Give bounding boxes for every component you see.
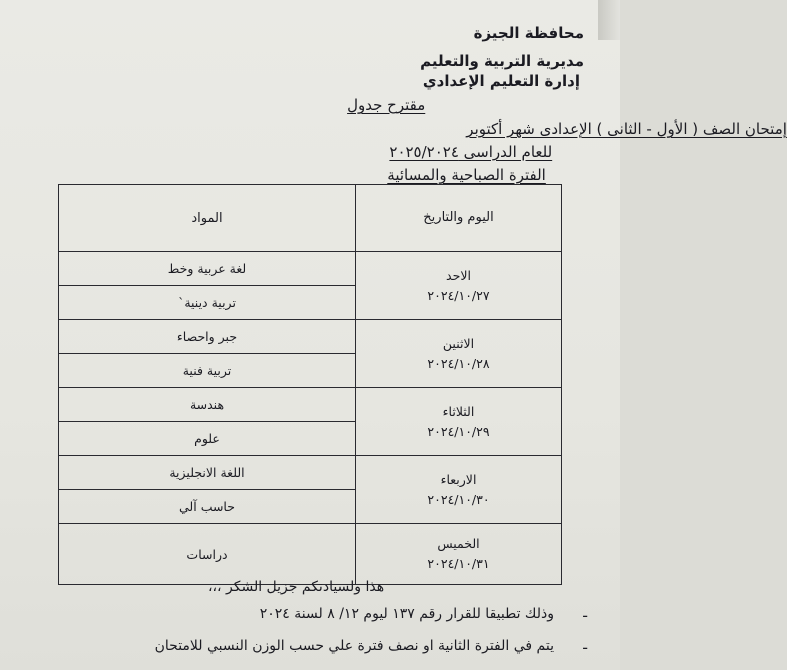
subject-cell: اللغة الانجليزية bbox=[59, 456, 356, 490]
title-exam: إمتحان الصف ( الأول - الثانى ) الإعدادى شهر أكتوبر bbox=[466, 120, 787, 138]
subject-cell: حاسب آلي bbox=[59, 490, 356, 524]
header-directorate: مديرية التربية والتعليم bbox=[420, 52, 584, 70]
subject-cell: هندسة bbox=[59, 388, 356, 422]
exam-schedule-table bbox=[58, 184, 562, 585]
day-date: ٢٠٢٤/١٠/٣٠ bbox=[427, 491, 490, 507]
paper-edge bbox=[598, 0, 620, 40]
day-name: الاحد bbox=[446, 267, 471, 283]
table-row bbox=[59, 388, 562, 422]
day-name: الخميس bbox=[437, 536, 480, 551]
title-periods: الفترة الصباحية والمسائية bbox=[387, 166, 546, 184]
subject-cell: دراسات bbox=[59, 524, 356, 585]
footer-thanks: هذا ولسيادتكم جزيل الشكر ،،، bbox=[208, 579, 385, 595]
subject-cell: تربية فنية bbox=[59, 354, 356, 388]
title-academic-year: للعام الدراسى ٢٠٢٥/٢٠٢٤ bbox=[389, 143, 553, 161]
subject-cell: تربية دينية` bbox=[59, 286, 356, 320]
table-row bbox=[59, 320, 562, 354]
day-date: ٢٠٢٤/١٠/٢٩ bbox=[427, 423, 490, 439]
bullet-dash: - bbox=[582, 606, 588, 625]
header-subjects: المواد bbox=[59, 185, 356, 252]
day-cell bbox=[356, 456, 562, 524]
day-date: ٢٠٢٤/١٠/٢٧ bbox=[427, 287, 490, 303]
footer-note-period: يتم في الفترة الثانية او نصف فترة علي حسب الوزن النسبي للامتحان bbox=[154, 638, 554, 654]
day-cell bbox=[356, 524, 562, 585]
day-name: الثلاثاء bbox=[442, 403, 475, 419]
subject-cell: جبر واحصاء bbox=[59, 320, 356, 354]
subject-cell: لغة عربية وخط bbox=[59, 252, 356, 286]
title-proposal: مقترح جدول bbox=[347, 96, 426, 114]
header-date: اليوم والتاريخ bbox=[356, 185, 562, 252]
header-administration: إدارة التعليم الإعدادي bbox=[422, 72, 580, 90]
table-row bbox=[59, 524, 562, 585]
table-header-row bbox=[59, 185, 562, 252]
footer-note-decision: وذلك تطبيقا للقرار رقم ١٣٧ ليوم ١٢/ ٨ لسنة ٢٠٢٤ bbox=[259, 606, 554, 622]
day-name: الاثنين bbox=[442, 335, 475, 351]
day-date: ٢٠٢٤/١٠/٣١ bbox=[427, 556, 490, 571]
day-cell bbox=[356, 320, 562, 388]
day-cell bbox=[356, 252, 562, 320]
table-row bbox=[59, 456, 562, 490]
day-name: الاربعاء bbox=[440, 471, 477, 487]
table-row bbox=[59, 252, 562, 286]
header-governorate: محافظة الجيزة bbox=[473, 24, 584, 42]
bullet-dash: - bbox=[582, 638, 588, 657]
day-cell bbox=[356, 388, 562, 456]
subject-cell: علوم bbox=[59, 422, 356, 456]
day-date: ٢٠٢٤/١٠/٢٨ bbox=[427, 355, 490, 371]
